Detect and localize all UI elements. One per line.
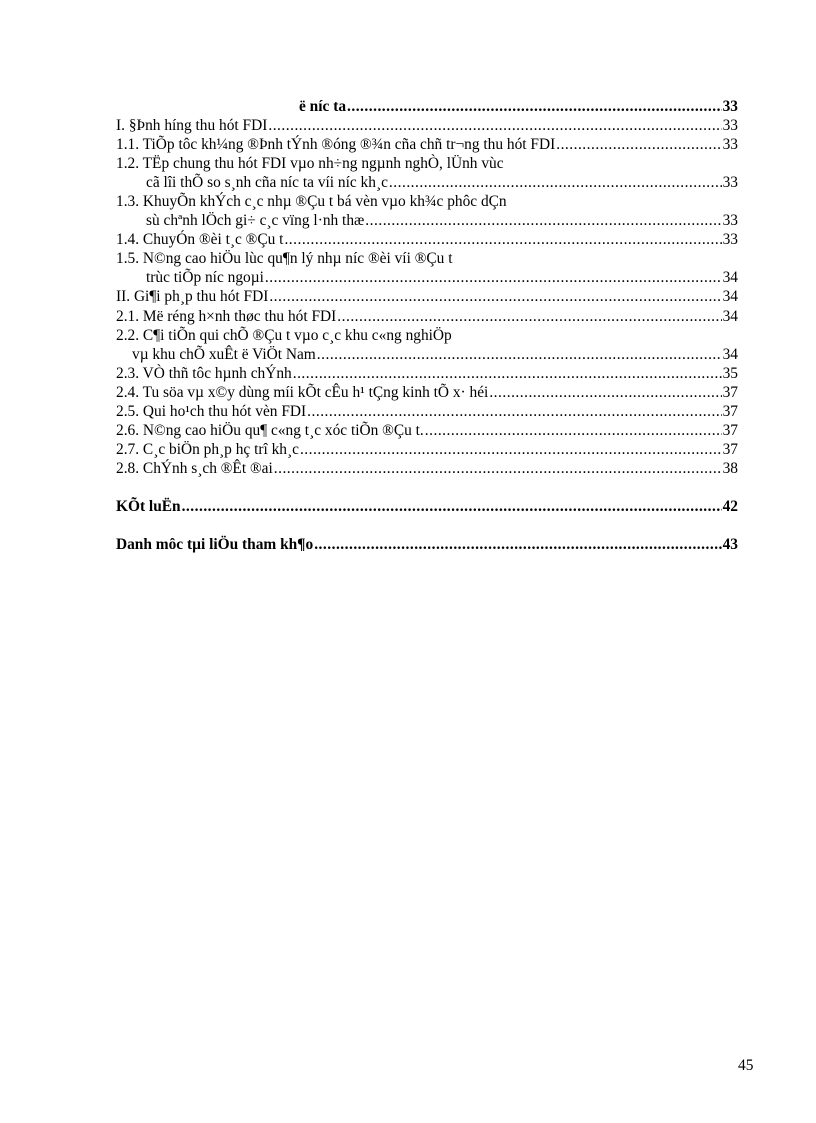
toc-entry-page: 35 xyxy=(722,364,738,382)
toc-entry xyxy=(116,535,738,554)
toc-entry-text: 1.4. ChuyÓn ®èi t¸c ®Çu t xyxy=(116,231,284,249)
toc-entry xyxy=(116,211,738,230)
spacer xyxy=(116,478,738,497)
toc-entry-continuation: vµ khu chÕ xuÊt ë ViÖt Nam xyxy=(132,345,316,363)
toc-entry-continuation: sù chªnh lÖch gi÷ c¸c vïng l·nh thæ xyxy=(146,212,365,230)
toc-entry-text: 2.3. VÒ thñ tôc hµnh chÝnh xyxy=(116,364,292,382)
toc-entry-text: Danh môc tµi liÖu tham kh¶o xyxy=(116,535,314,553)
toc-entry xyxy=(116,459,738,478)
toc-entry-text: ë níc ta xyxy=(299,98,347,115)
toc-entry-text: 2.7. C¸c biÖn ph¸p hç trî kh¸c xyxy=(116,440,299,458)
toc-entry-page: 37 xyxy=(722,383,738,401)
toc-entry-page: 43 xyxy=(722,535,738,553)
toc-entry xyxy=(116,135,738,154)
dot-leader xyxy=(300,440,722,459)
toc-entry-text: 1.2. TËp chung thu hót FDI vµo nh÷ng ngµnh nghÒ, lÜnh vùc xyxy=(116,155,504,173)
table-of-contents xyxy=(116,97,738,554)
dot-leader xyxy=(347,97,722,116)
dot-leader xyxy=(274,459,722,478)
toc-entry xyxy=(116,345,738,364)
dot-leader xyxy=(365,211,721,230)
toc-entry-text: 2.4. Tu söa vµ x©y dùng míi kÕt cÊu h¹ tÇng kinh tÕ x· héi xyxy=(116,383,489,401)
toc-entry-page: 37 xyxy=(722,402,738,420)
toc-entry xyxy=(116,230,738,249)
toc-entry-page: 33 xyxy=(722,212,738,230)
toc-entry-text: 2.6. N©ng cao hiÖu qu¶ c«ng t¸c xóc tiÕn ®Çu t. xyxy=(116,421,424,439)
toc-entry xyxy=(116,268,738,287)
toc-entry-page: 37 xyxy=(722,440,738,458)
dot-leader xyxy=(556,135,721,154)
toc-entry xyxy=(116,173,738,192)
dot-leader xyxy=(489,383,721,402)
toc-entry xyxy=(116,116,738,135)
toc-entry-page: 34 xyxy=(722,288,738,306)
spacer xyxy=(116,516,738,535)
toc-entry-text: 2.8. ChÝnh s¸ch ®Êt ®ai xyxy=(116,459,273,477)
toc-entry-text: 1.1. TiÕp tôc kh¼ng ®Þnh tÝnh ®óng ®¾n cña chñ tr¬ng thu hót FDI xyxy=(116,136,556,154)
toc-entry xyxy=(116,402,738,421)
dot-leader xyxy=(337,307,721,326)
toc-entry xyxy=(116,287,738,306)
toc-entry xyxy=(116,497,738,516)
toc-entry-page: 34 xyxy=(722,269,738,287)
toc-entry-page: 42 xyxy=(722,497,738,515)
toc-entry xyxy=(116,97,738,116)
dot-leader xyxy=(284,230,721,249)
toc-entry-page: 33 xyxy=(722,117,738,135)
dot-leader xyxy=(293,364,722,383)
page-number: 45 xyxy=(738,1057,754,1074)
toc-entry-continuation: trùc tiÕp níc ngoµi xyxy=(146,269,264,287)
toc-entry-page: 34 xyxy=(722,307,738,325)
toc-entry-text: I. §Þnh híng thu hót FDI xyxy=(116,117,268,135)
toc-entry-page: 34 xyxy=(722,345,738,363)
toc-entry xyxy=(116,421,738,440)
toc-entry-continuation: cã lîi thÕ so s¸nh cña níc ta víi níc kh¸c xyxy=(146,174,388,192)
toc-entry xyxy=(116,383,738,402)
toc-entry-page: 37 xyxy=(722,421,738,439)
dot-leader xyxy=(314,535,721,554)
toc-entry-text: 1.5. N©ng cao hiÖu lùc qu¶n lý nhµ níc ®èi víi ®Çu t xyxy=(116,250,453,268)
toc-entry xyxy=(116,307,738,326)
dot-leader xyxy=(269,287,721,306)
dot-leader xyxy=(265,268,722,287)
toc-entry-text: KÕt luËn xyxy=(116,497,181,515)
toc-entry-text: 2.1. Më réng h×nh thøc thu hót FDI xyxy=(116,307,337,325)
toc-entry-text: 1.3. KhuyÕn khÝch c¸c nhµ ®Çu t bá vèn vµo kh¾c phôc dÇn xyxy=(116,193,507,211)
toc-entry-text: 2.5. Qui ho¹ch thu hót vèn FDI xyxy=(116,402,307,420)
toc-entry xyxy=(116,364,738,383)
toc-entry-text: 2.2. C¶i tiÕn qui chÕ ®Çu t vµo c¸c khu c«ng nghiÖp xyxy=(116,326,452,344)
dot-leader xyxy=(425,421,722,440)
dot-leader xyxy=(307,402,721,421)
toc-entry xyxy=(116,440,738,459)
toc-entry-page: 33 xyxy=(722,174,738,192)
toc-entry-page: 33 xyxy=(722,98,738,115)
dot-leader xyxy=(268,116,721,135)
toc-entry-page: 33 xyxy=(722,136,738,154)
toc-entry-page: 38 xyxy=(722,459,738,477)
dot-leader xyxy=(317,345,722,364)
toc-entry-text: II. Gi¶i ph¸p thu hót FDI xyxy=(116,288,269,306)
toc-entry-page: 33 xyxy=(722,231,738,249)
dot-leader xyxy=(389,173,722,192)
dot-leader xyxy=(182,497,722,516)
